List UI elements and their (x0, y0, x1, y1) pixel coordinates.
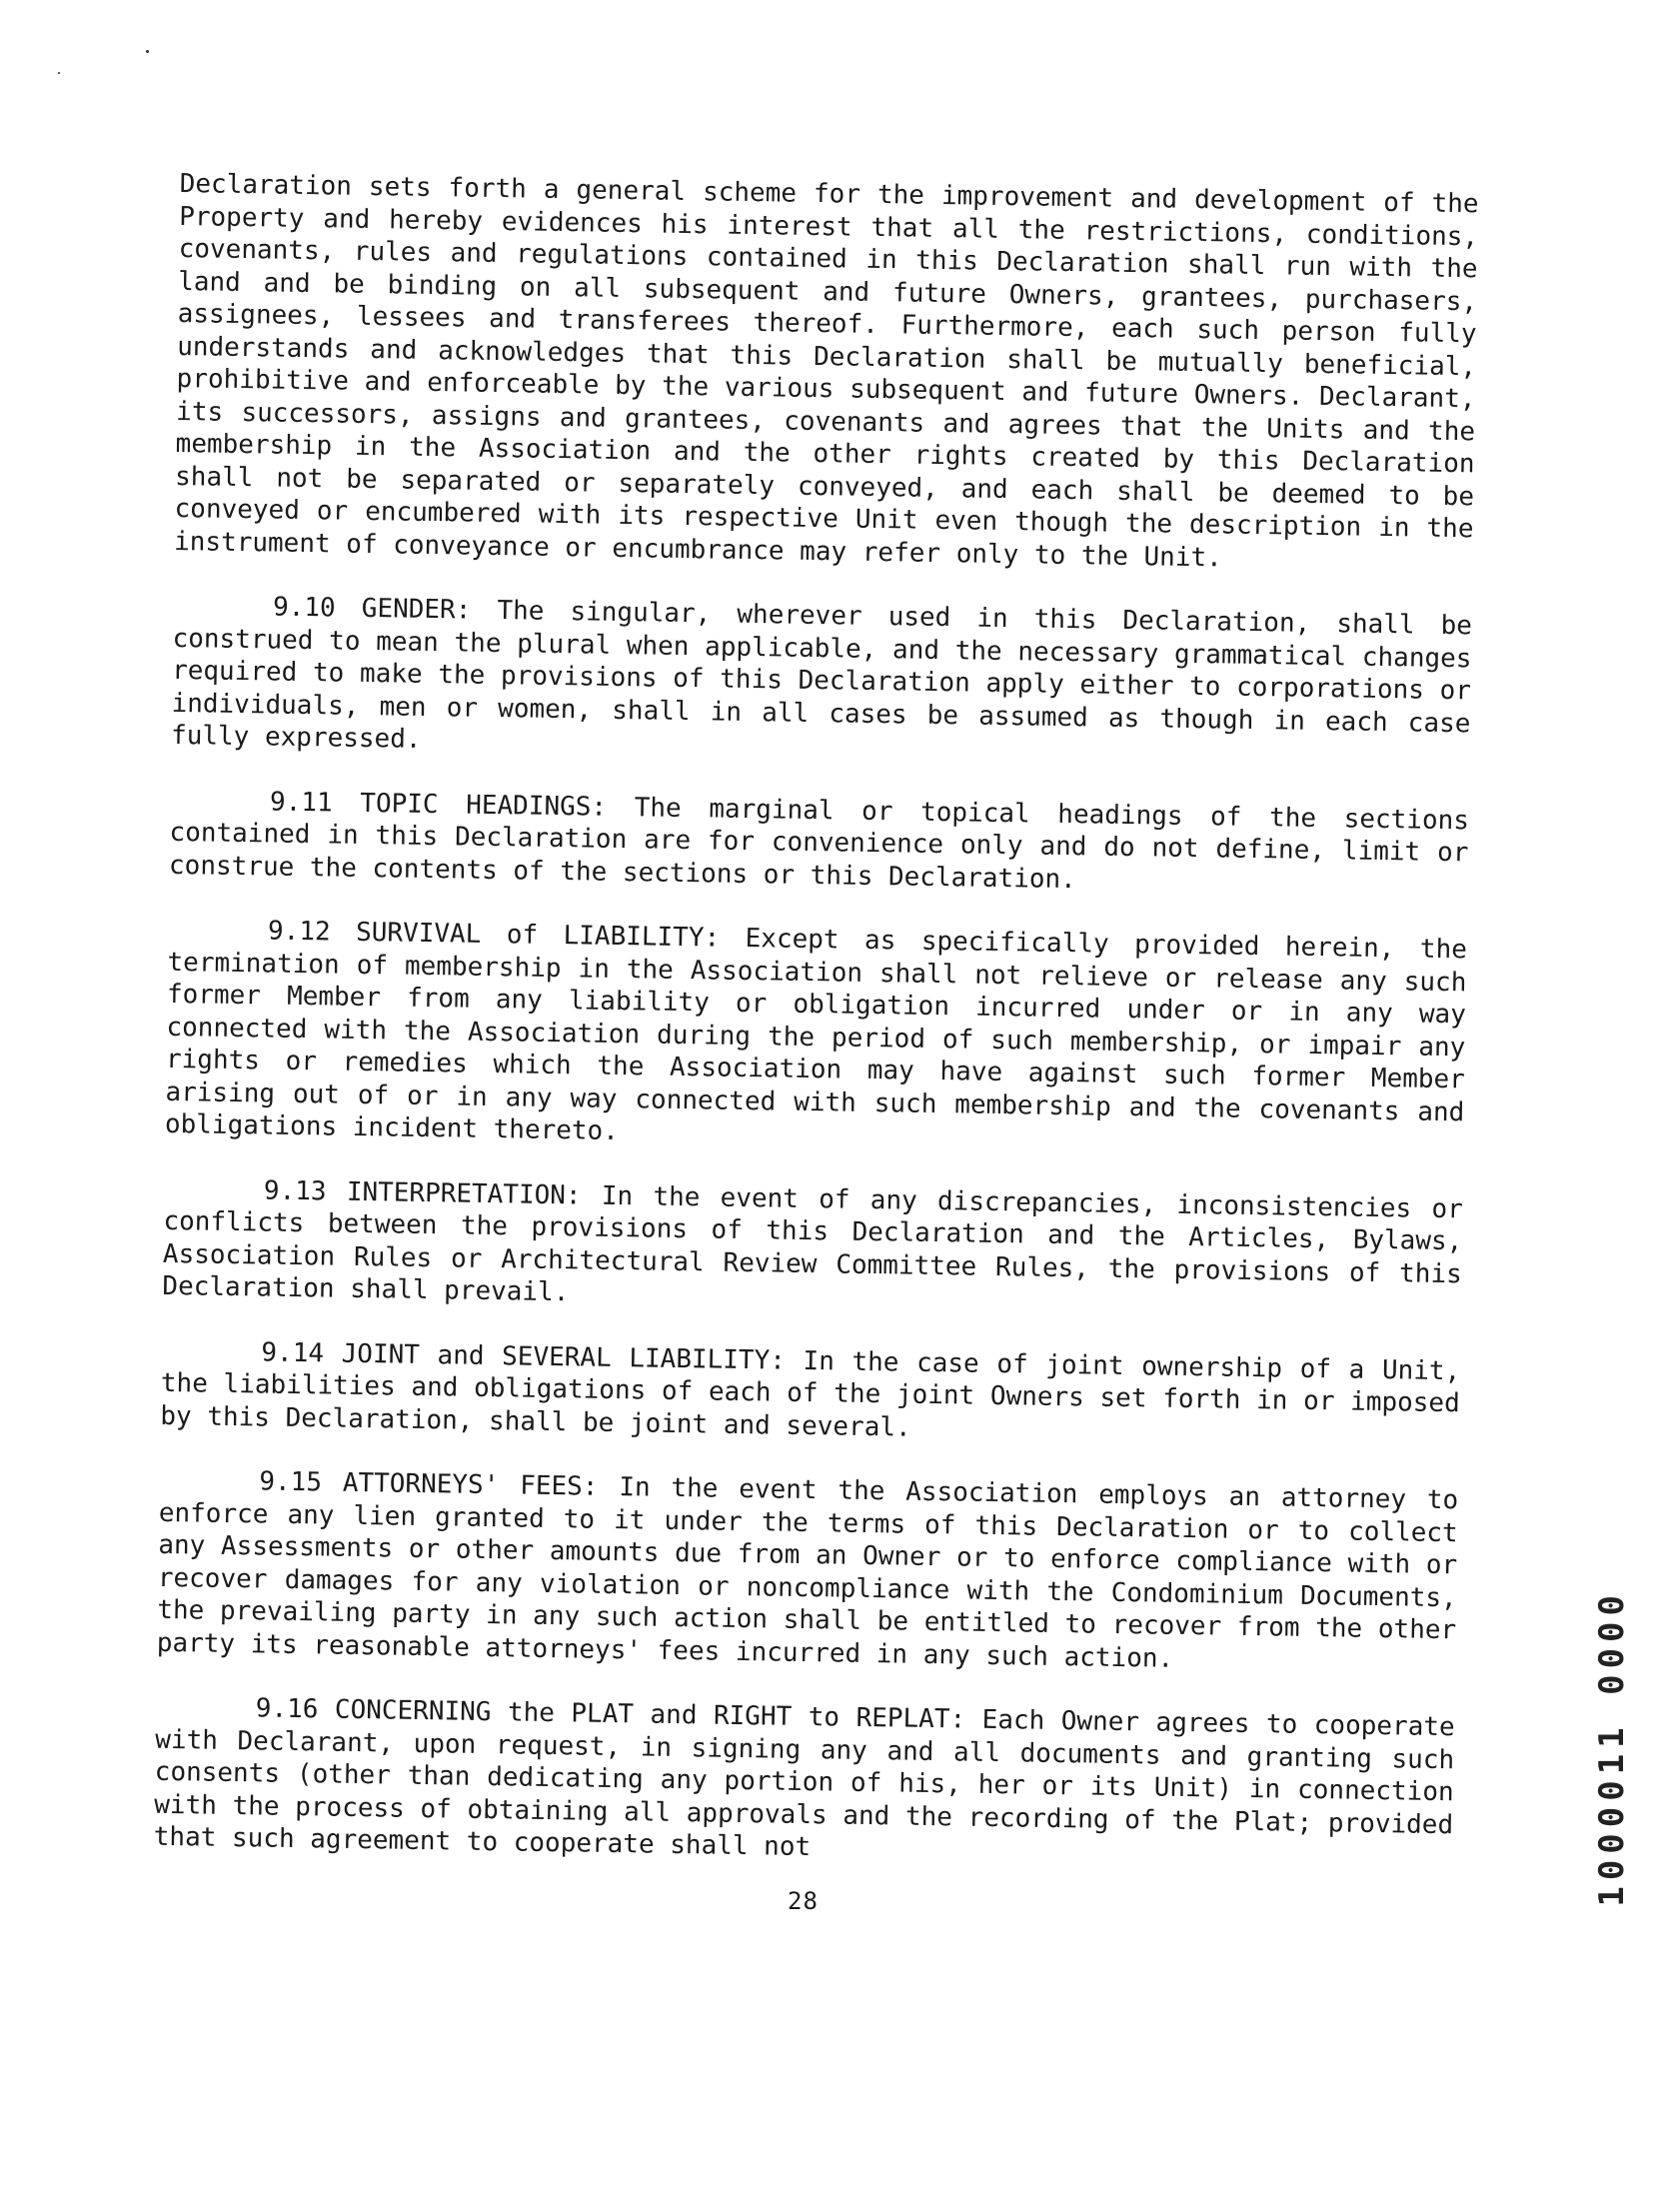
paragraph-continuation (174, 168, 1479, 578)
section-9-16-plat-and-replat (154, 1691, 1455, 1874)
section-heading: 9.10 GENDER: (272, 592, 472, 626)
scan-speck (58, 72, 60, 74)
section-text: In the event the Association employs an attorney to enforce any lien granted to it under the terms of this Declaration or to collect any Assessments or other amounts due from an Owner or to enforce compliance with or recover damages for any violation or noncompliance with the Condominium Documents, the prevailing party in any such action shall be entitled to recover from the other party its reasonable attorneys' fees incurred in any such action. (156, 1472, 1459, 1674)
section-heading: 9.15 ATTORNEYS' FEES: (259, 1466, 599, 1502)
section-text: In the event of any discrepancies, inconsistencies or conflicts between the provisions of this Declaration and the Articles, Bylaws, Association Rules or Architectural Review Committee Rules, the provisions of this Declaration shall prevail. (162, 1180, 1464, 1308)
section-heading: 9.12 SURVIVAL of LIABILITY: (267, 916, 721, 954)
section-heading: 9.13 INTERPRETATION: (263, 1174, 582, 1210)
section-9-10-gender (171, 590, 1472, 773)
section-text: The singular, wherever used in this Declaration, shall be construed to mean the plural when applicable, and the necessary grammatical changes required to make the provisions of this Declaration apply either to corporations or individuals, men or women, shall in all cases be assumed as though in each case fully expressed. (170, 596, 1473, 755)
section-text: Except as specifically provided herein, the termination of membership in the Association shall not relieve or release any such former Member from any liability or obligation incurred under or in any way connected with the Association during the period of such membership, or impair any rights or remedies which the Association may have against such former Member arising out of or in any way connected with such membership and the covenants and obligations incident thereto. (164, 923, 1468, 1147)
section-9-14-joint-and-several-liability (160, 1334, 1460, 1452)
section-text: The marginal or topical headings of the sections contained in this Declaration are for convenience only and do not define, limit or construe the contents of the sections or this Declaration. (168, 792, 1470, 895)
section-heading: 9.16 CONCERNING the PLAT and RIGHT to REPLAT: (255, 1693, 966, 1735)
section-9-15-attorneys-fees (157, 1464, 1459, 1679)
section-heading: 9.14 JOINT and SEVERAL LIABILITY: (261, 1336, 787, 1376)
declaration-body (154, 168, 1479, 1874)
section-9-11-topic-headings (169, 784, 1469, 902)
page-number: 28 (788, 1887, 819, 1915)
scan-speck (146, 50, 149, 53)
section-9-12-survival-of-liability (165, 914, 1467, 1161)
section-text: In the case of joint ownership of a Unit, the liabilities and obligations of each of the joint Owners set forth in or imposed by this Declaration, shall be joint and several. (160, 1345, 1461, 1443)
paragraph-text: Declaration sets forth a general scheme for the improvement and development of the Property and hereby evidences his interest that all the restrictions, conditions, covenants, rules and regulations contained in this Declaration shall run with the land and be binding on all subsequent and future Owners, grantees, purchasers, assignees, lessees and transferees thereof. Furthermore, each such person fully understands and acknowledges that this Declaration shall be mutually beneficial, prohibitive and enforceable by the various subsequent and future Owners. Declarant, its successors, assigns and grantees, covenants and agrees that the Units and the membership in the Association and the other rights created by this Declaration shall not be separated or separately conveyed, and each shall be deemed to be conveyed or encumbered with its respective Unit even though the description in the instrument of conveyance or encumbrance may refer only to the Unit. (173, 168, 1479, 573)
section-9-13-interpretation (162, 1172, 1463, 1322)
section-text: Each Owner agrees to cooperate with Declarant, upon request, in signing any and all documents and granting such consents (other than dedicating any portion of his, her or its Unit) in connection with the process of obtaining all approvals and the recording of the Plat; provided that such agreement to cooperate shall not (153, 1704, 1455, 1863)
section-heading: 9.11 TOPIC HEADINGS: (269, 786, 608, 823)
recording-stamp: 1000011 0000 (1592, 1589, 1632, 1907)
